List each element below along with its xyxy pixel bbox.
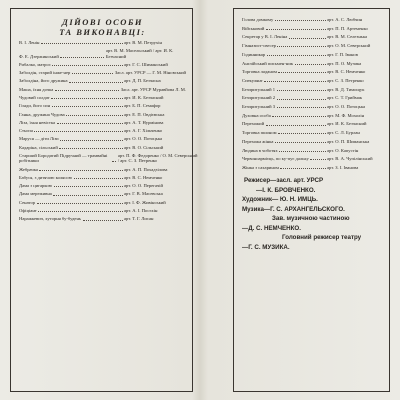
cast-row bbox=[242, 52, 383, 57]
cast-row bbox=[19, 87, 186, 92]
dotted-leader bbox=[280, 168, 325, 169]
dotted-leader bbox=[37, 203, 123, 204]
role-name: Чудовий солдат bbox=[19, 94, 50, 100]
role-name: Безпритульний 2 bbox=[242, 95, 276, 101]
cast-row bbox=[19, 167, 186, 172]
actor-name: арт. П. П. Артеменко bbox=[327, 25, 368, 31]
cast-row bbox=[19, 136, 186, 141]
actor-name: арт. В. С. Немченко bbox=[124, 174, 163, 180]
dotted-leader bbox=[267, 55, 326, 56]
cast-row bbox=[19, 191, 186, 196]
cast-row bbox=[242, 130, 383, 135]
dotted-leader bbox=[278, 133, 325, 134]
dotted-leader bbox=[272, 116, 325, 117]
dotted-leader bbox=[289, 38, 326, 39]
dotted-leader bbox=[39, 170, 122, 171]
dotted-leader bbox=[83, 220, 123, 221]
actor-name: арт. О. М. Северський bbox=[327, 43, 371, 49]
role-name: Секретар у В. І. Леніна bbox=[242, 34, 288, 40]
actor-name: арт. В. О. Сільський bbox=[124, 144, 164, 150]
cast-row bbox=[19, 103, 186, 108]
cast-list-right bbox=[242, 17, 383, 170]
role-name: Маша, їхня дочка bbox=[19, 86, 54, 92]
role-name: Жінка з сахарином bbox=[242, 164, 279, 170]
credit-line: —Д. С. НЕМЧЕНКО. bbox=[242, 224, 301, 232]
role-name: Ганна, дружина Чудова bbox=[19, 111, 65, 117]
actor-name: арт. О. О. Перегачій bbox=[124, 183, 163, 189]
credit-line: Зав. музичною частиною bbox=[272, 215, 350, 223]
credit-line: Музика—Г. С. АРХАНГЕЛЬСКОГО. bbox=[242, 205, 345, 213]
role-name: Дама мереживна bbox=[19, 191, 52, 197]
dotted-leader bbox=[59, 148, 122, 149]
role-name: Гонди, його син bbox=[19, 103, 51, 109]
role-name: Голова домкому bbox=[242, 17, 274, 22]
role-name: Безпритульний 3 bbox=[242, 104, 276, 110]
credit-line: Головний режисер театру bbox=[282, 234, 362, 242]
role-name: Наражкевич, хуторня бу-будень bbox=[19, 216, 82, 222]
actor-name: арт. О. О. Потоцька bbox=[124, 136, 163, 142]
cast-row bbox=[242, 139, 383, 144]
dotted-leader bbox=[53, 195, 122, 196]
cast-column-left bbox=[10, 8, 198, 392]
cast-row bbox=[242, 69, 383, 74]
dotted-leader bbox=[277, 99, 326, 100]
cast-row bbox=[19, 145, 186, 150]
actor-name: арт. Е. П. Овдієвська bbox=[124, 111, 165, 117]
cast-row bbox=[242, 78, 383, 83]
cast-row bbox=[242, 104, 383, 109]
role-name: Безпритульний 1 bbox=[242, 86, 276, 92]
actor-name: арт. Д. П. Безчасна bbox=[124, 78, 161, 84]
cast-row bbox=[242, 95, 383, 100]
cast-row bbox=[242, 165, 383, 170]
credit-line: Режисер—засл. арт. УРСР bbox=[244, 177, 324, 185]
cast-row bbox=[242, 34, 383, 39]
dotted-leader bbox=[72, 73, 114, 74]
dotted-leader bbox=[112, 161, 116, 162]
cast-row bbox=[242, 87, 383, 92]
dotted-leader bbox=[55, 90, 119, 91]
cast-heading bbox=[19, 17, 186, 37]
cast-row bbox=[19, 78, 186, 83]
dotted-leader bbox=[278, 72, 325, 73]
dotted-leader bbox=[74, 178, 123, 179]
dotted-leader bbox=[266, 29, 326, 30]
actor-name: арт. О. О. Потоцька bbox=[327, 104, 366, 110]
actor-name: арт. О. П. Шиманська bbox=[327, 138, 370, 144]
cast-row bbox=[19, 216, 186, 221]
dotted-leader bbox=[275, 142, 326, 143]
actor-name: арт. И. К. Безчасний bbox=[327, 121, 367, 127]
actor-name: арт. А. П. Похадзілова bbox=[124, 166, 168, 172]
role-name: Торговка ладаном bbox=[242, 69, 277, 75]
cast-row bbox=[19, 48, 186, 58]
role-name: Англійський письмен-ник bbox=[242, 60, 294, 66]
role-name: Торговка пшоном bbox=[242, 130, 277, 136]
role-name: Бабуся, з дитячою колясою bbox=[19, 174, 72, 180]
actor-name: арт. О. Капустін bbox=[327, 147, 359, 153]
role-name: Перехожа жінка bbox=[242, 138, 274, 144]
role-name: В. І. Ленін bbox=[19, 40, 40, 45]
cast-row bbox=[242, 148, 383, 153]
role-name: Спекулянт bbox=[242, 77, 263, 83]
actor-name: арт. С. Т. Гриймак bbox=[327, 95, 362, 101]
role-name: Старший Бородатий Підручний — трамвайні робітники bbox=[19, 153, 108, 164]
role-name: Заболдін, старий інже-нер bbox=[19, 70, 71, 76]
cast-row bbox=[19, 40, 186, 45]
dotted-leader bbox=[69, 82, 122, 83]
actor-name: арт. М. Ф. Мохолін bbox=[327, 112, 365, 118]
actor-name: арт. З. І. Іванова bbox=[327, 164, 359, 170]
cast-row bbox=[19, 112, 186, 117]
actor-name: арт. І. Ф. Живінський bbox=[124, 199, 166, 205]
role-name: Військовий bbox=[242, 25, 265, 31]
actor-name: арт. А. С. Любчин bbox=[327, 17, 363, 22]
credit-line: —Г. С. МУЗИКА. bbox=[242, 243, 290, 251]
actor-name: арт. А. І. Посєхін bbox=[124, 208, 158, 214]
dotted-leader bbox=[66, 115, 122, 116]
dotted-leader bbox=[52, 65, 122, 66]
actor-name: арт. С. З. Петренко bbox=[327, 77, 364, 83]
role-name: Маруся — діти Лізи bbox=[19, 136, 59, 142]
dotted-leader bbox=[51, 98, 122, 99]
dotted-leader bbox=[60, 140, 122, 141]
dotted-leader bbox=[52, 106, 123, 107]
cast-row bbox=[19, 183, 186, 188]
actor-name: арт. Г. С. Шиманський bbox=[124, 61, 168, 67]
cast-row bbox=[19, 200, 186, 205]
dotted-leader bbox=[310, 159, 325, 160]
dotted-leader bbox=[54, 186, 123, 187]
actor-name: арт. Б. П. Семафор bbox=[124, 103, 161, 109]
cast-heading-line-2: ТА ВИКОНАВЦІ: bbox=[59, 27, 146, 37]
actor-name: арт. В. М. Петрухін bbox=[124, 40, 162, 45]
dotted-leader bbox=[34, 131, 122, 132]
actor-name: арт. В. М. Масельський / арт. И. К. Безчасний bbox=[105, 48, 174, 59]
role-name: Рибалко, матрос bbox=[19, 61, 51, 67]
role-name: Гімназист-свесер bbox=[242, 43, 276, 49]
cast-column-right bbox=[233, 8, 390, 392]
actor-name: арт. А. Г. Хільченко bbox=[124, 128, 163, 134]
production-credits bbox=[242, 176, 383, 252]
dotted-leader bbox=[57, 123, 123, 124]
actor-name: Засл. арт. УРСР — Г. М. Ніновський bbox=[114, 70, 186, 76]
role-name: Офіціант bbox=[19, 208, 37, 214]
cast-heading-line-1: ДІЙОВІ ОСОБИ bbox=[62, 17, 143, 27]
role-name: Ф. Е. Дзержинський bbox=[19, 53, 59, 59]
actor-name: арт. С. Л. Бурлан bbox=[327, 130, 360, 136]
role-name: Людина в чоботях bbox=[242, 147, 278, 153]
cast-row bbox=[242, 43, 383, 48]
cast-row bbox=[242, 26, 383, 31]
actor-name: арт. И. К. Безчасний bbox=[124, 94, 164, 100]
dotted-leader bbox=[41, 43, 122, 44]
actor-name: арт. В. С. Немченко bbox=[327, 69, 366, 75]
cast-list-left bbox=[19, 40, 198, 222]
role-name: Годинникар bbox=[242, 51, 266, 57]
actor-name: арт. Г. П. Іванов bbox=[327, 51, 358, 57]
role-name: Кадаріна, сільський bbox=[19, 144, 58, 150]
role-name: Перехожий bbox=[242, 121, 265, 127]
cast-row bbox=[19, 62, 186, 67]
dotted-leader bbox=[264, 81, 325, 82]
cast-row bbox=[19, 175, 186, 180]
dotted-leader bbox=[295, 64, 326, 65]
actor-name: арт. П. Ф. Федоренко / О. М. Северський / арт. С. З. Петренко bbox=[117, 153, 198, 164]
actor-name: арт. Г. В. Масевська bbox=[124, 191, 163, 197]
credit-line: —І. К. БРОВЧЕНКО. bbox=[256, 186, 316, 194]
actor-name: арт. В. А. Чупілінський bbox=[327, 156, 373, 162]
cast-row bbox=[242, 156, 383, 161]
role-name: Заболдіна, його дружина bbox=[19, 78, 68, 84]
cast-row bbox=[19, 120, 186, 125]
dotted-leader bbox=[266, 125, 326, 126]
cast-row bbox=[19, 95, 186, 100]
dotted-leader bbox=[277, 90, 326, 91]
cast-row bbox=[19, 208, 186, 213]
dotted-leader bbox=[277, 46, 325, 47]
cast-row bbox=[242, 113, 383, 118]
cast-row bbox=[242, 17, 383, 22]
role-name: Червоноармієць, по ку-пує дальку bbox=[242, 156, 309, 162]
credit-line: Художник— Ю. Н. ИМЦЬ. bbox=[242, 196, 318, 204]
cast-row bbox=[19, 153, 198, 164]
cast-row bbox=[19, 70, 186, 75]
role-name: Сенатор bbox=[19, 199, 36, 205]
dotted-leader bbox=[277, 107, 326, 108]
dotted-leader bbox=[38, 211, 122, 212]
dotted-leader bbox=[60, 57, 104, 58]
role-name: Ліза, їхня невістка bbox=[19, 119, 56, 125]
cast-row bbox=[242, 121, 383, 126]
dotted-leader bbox=[279, 151, 325, 152]
role-name: Жебрачка bbox=[19, 166, 38, 172]
actor-name: арт. П. О. Музика bbox=[327, 60, 362, 66]
role-name: Дама з цигаркою bbox=[19, 183, 53, 189]
role-name: Стьопа bbox=[19, 128, 33, 134]
actor-name: Засл. арт. УРСР Муравйова Л. М. bbox=[120, 86, 186, 92]
actor-name: арт. В. М. Селезнька bbox=[327, 34, 368, 40]
actor-name: арт. А. Т. Нурмінова bbox=[124, 119, 164, 125]
cast-row bbox=[19, 128, 186, 133]
cast-row bbox=[242, 61, 383, 66]
dotted-leader bbox=[275, 20, 326, 21]
role-name: Духовна особа bbox=[242, 112, 271, 118]
actor-name: арт. В. Д. Тимощук bbox=[327, 86, 365, 92]
actor-name: арт. Т. Г. Лисан bbox=[124, 216, 154, 222]
